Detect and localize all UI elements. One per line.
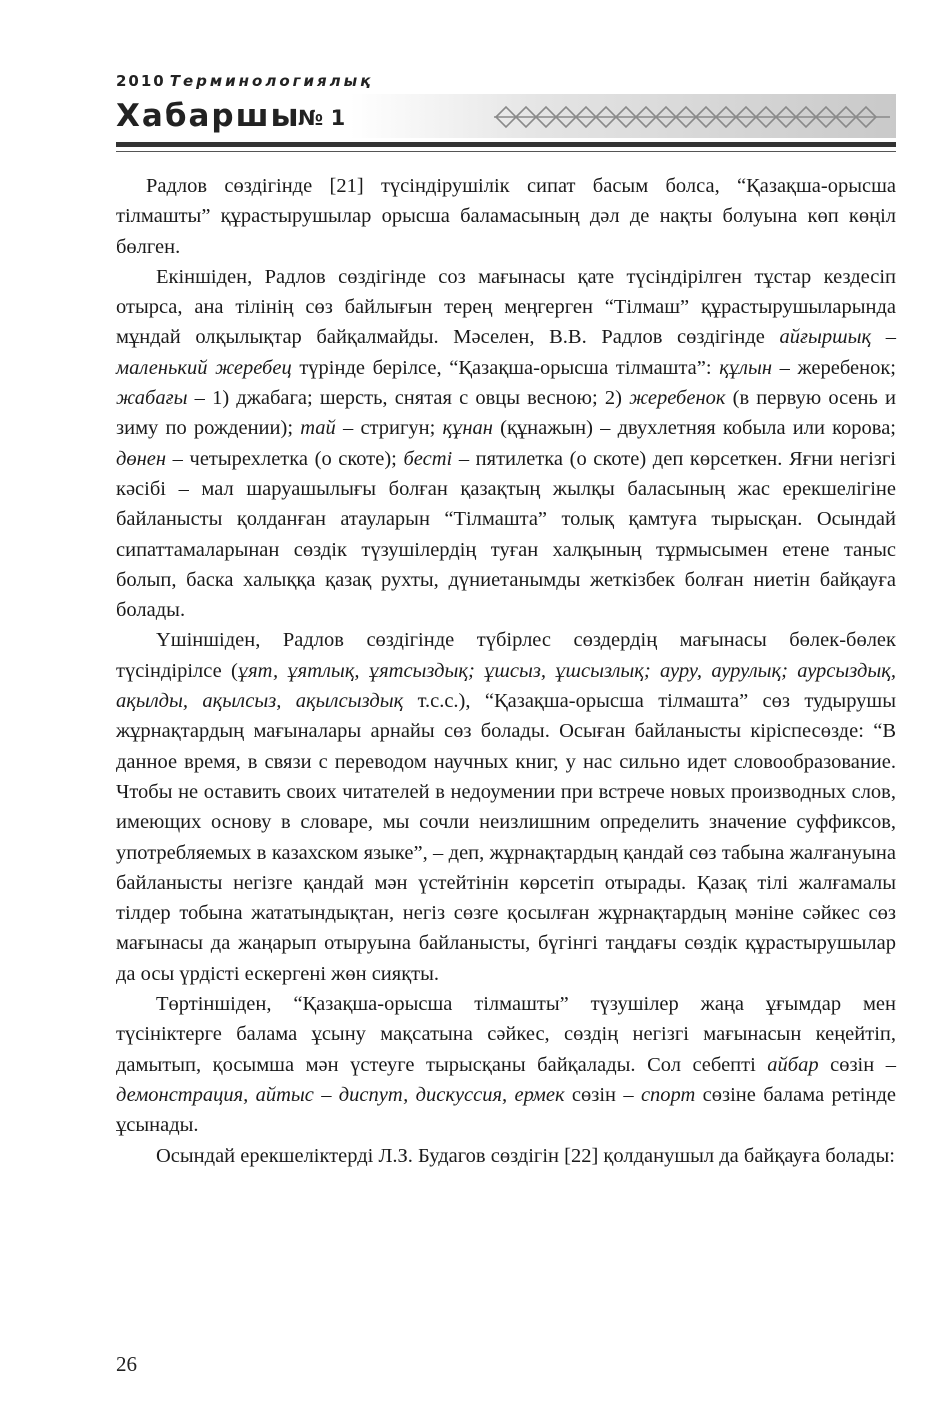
text-run: – стригун; xyxy=(335,417,443,440)
header-year: 2010 xyxy=(116,72,166,90)
paragraph xyxy=(116,262,896,626)
paragraph xyxy=(116,625,896,989)
journal-name: Хабаршы xyxy=(116,98,301,134)
italic-term: дөнен xyxy=(116,447,167,470)
text-run: Үшіншіден, Радлов сөздігінде түбірлес сөздердің мағынасы бөлек-бөлек түсіндірілсе ( xyxy=(116,629,896,682)
ornament-icon xyxy=(492,102,892,132)
italic-term: демонстрация, айтыс – диспут, дискуссия, ермек xyxy=(116,1083,565,1106)
italic-term: бесті xyxy=(403,447,453,470)
paragraph xyxy=(116,989,896,1140)
header-year-line xyxy=(116,72,373,90)
italic-term: тай xyxy=(300,417,336,440)
text-run: т.с.с.), “Қазақша-орысша тілмашта” сөз тудырушы жұрнақтардың мағыналары арнайы сөз болады. Осыған байланысты кіріспесөзде: “В данное время, в связи с переводом научных книг, у нас сильно идет словообразование. Чтобы не оставить своих читателей в недоумении при встрече новых производных слов, имеющих основу в словаре, мы сочли неизлишним определить значение суффиксов, употребляемых в казахском языке”, – деп, жұрнақтардың қандай сөз табына жалғануына байланысты негізге қандай мән үстейтінін көрсетіп отырады. Қазақ тілі жалғамалы тілдер тобына жататындықтан, негіз сөзге қосылған жұрнақтардың мәніне сәйкес сөз мағынасы да жаңарып отыруына байланысты, бүгінгі таңдағы сөздік құрастырушылар да осы үрдісті ескергені жөн сияқты. xyxy=(116,690,896,985)
article-body xyxy=(116,171,896,1171)
text-run: түрінде берілсе, “Қазақша-орысша тілмашта”: xyxy=(291,356,720,379)
header-rule-thin xyxy=(116,151,896,152)
italic-term: жабағы xyxy=(116,387,188,410)
text-run: сөзін – xyxy=(818,1053,896,1076)
italic-term: құлын xyxy=(719,356,773,379)
italic-term: айбар xyxy=(767,1053,819,1076)
text-run: – четырехлетка (о скоте); xyxy=(166,447,404,470)
italic-term: ұят, ұятлық, ұятсыздық; ұшсыз, ұшсызлық; ауру, аурулық; аурсыздық, ақылды, ақылсыз, ақылсыздық xyxy=(116,659,896,713)
text-run: Екіншіден, Радлов сөздігінде соз мағынасы қате түсіндірілген тұстар кездесіп отырса, ана тілінің сөз байлығын терең меңгерген “Тілмаш” құрастырушыларында мұндай олқылықтар байқалмайды. Мәселен, В.В. Радлов сөздігінде xyxy=(116,265,896,349)
issue-number: № 1 xyxy=(298,106,346,130)
paragraph xyxy=(116,1141,896,1171)
text-run: (құнажын) – двухлетняя кобыла или корова; xyxy=(492,417,896,440)
text-run: Радлов сөздігінде [21] түсіндірушілік сипат басым болса, “Қазақша-орысша тілмашты” құрастырушылар орысша баламасының дәл де нақты болуына көп көңіл бөлген. xyxy=(116,175,896,258)
italic-term: құнан xyxy=(442,417,493,440)
text-run: (в первую осень и зиму по рождении); xyxy=(116,387,896,440)
header-series: Терминологиялық xyxy=(169,72,374,90)
text-run: – жеребенок; xyxy=(772,356,896,379)
italic-term: жеребенок xyxy=(629,387,726,410)
text-run: Осындай ерекшеліктерді Л.З. Будагов сөздігін [22] қолданушыл да байқауға болады: xyxy=(156,1144,895,1167)
paragraph xyxy=(116,171,896,262)
page-number: 26 xyxy=(116,1352,137,1376)
running-header xyxy=(116,72,896,162)
text-run: сөзін – xyxy=(564,1083,641,1106)
text-run: – 1) джабага; шерсть, снятая с овцы весною; 2) xyxy=(187,387,630,410)
text-run: Төртіншіден, “Қазақша-орысша тілмашты” түзушілер жаңа ұғымдар мен түсініктерге балама ұсыну мақсатына сәйкес, сөздің негізгі мағынасын кеңейтіп, дамытып, қосымша мән үстеуге тырысқаны байқалады. Сол себепті xyxy=(116,993,896,1076)
italic-term: айғыршық – маленький жеребец xyxy=(116,326,896,379)
italic-term: спорт xyxy=(640,1083,696,1106)
text-run: сөзіне балама ретінде ұсынады. xyxy=(116,1083,897,1137)
text-run: – пятилетка (о скоте) деп көрсеткен. Яғни негізгі кәсібі – мал шаруашылығы болған қазақтың жылқы баласының жас ерекшелігіне байланысты қолданған атауларын “Тілмашта” толық қамтуға тырысқан. Осындай сипаттамаларынан сөздік түзушілердің туған халқының тұрмысымен етене таныс болып, баска халыққа қазақ рухты, дүниетанымды жеткізбек болған ниетін байқауға болады. xyxy=(116,447,896,622)
header-rule-thick xyxy=(116,142,896,147)
